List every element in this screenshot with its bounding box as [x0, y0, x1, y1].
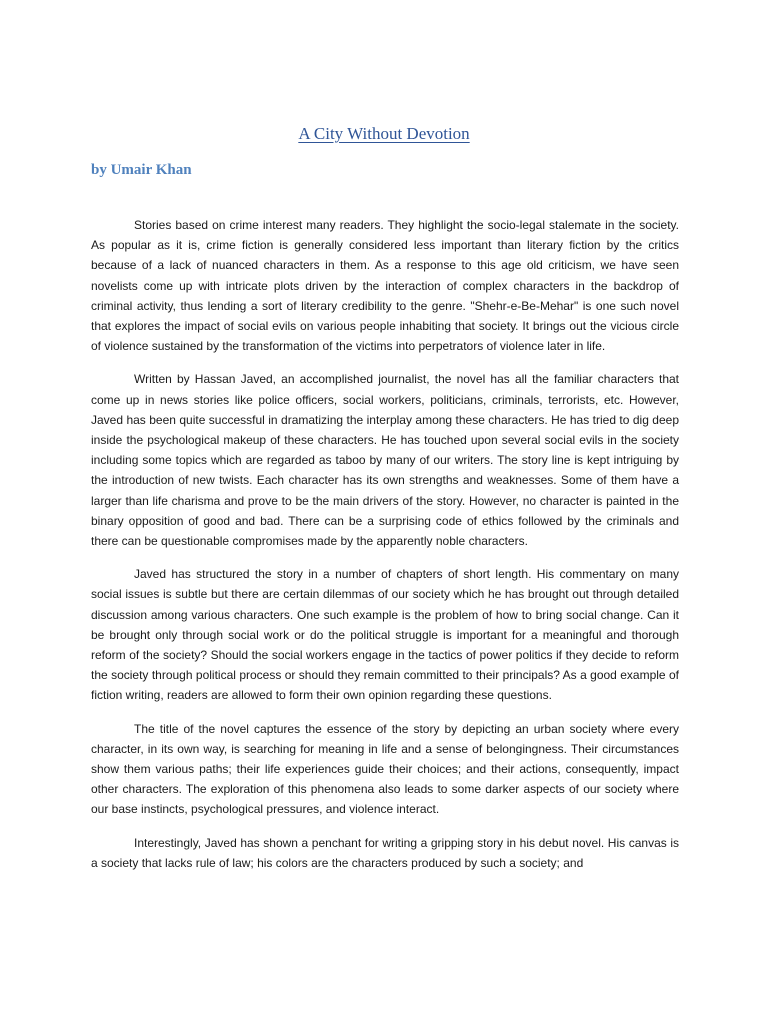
- document-title: A City Without Devotion: [298, 124, 470, 143]
- paragraph: The title of the novel captures the essence of the story by depicting an urban society where every character, in its own way, is searching for meaning in life and a sense of belongingness. Their circumstances show them various paths; their life experiences guide their choices; and their actions, consequently, impact other characters. The exploration of this phenomena also leads to some darker aspects of our society where our base instincts, psychological pressures, and violence interact.: [91, 721, 679, 817]
- paragraph: Stories based on crime interest many readers. They highlight the socio-legal stalemate in the society. As popular as it is, crime fiction is generally considered less important than literary fiction by the critics because of a lack of nuanced characters in them. As a response to this age old criticism, we have seen novelists come up with intricate plots driven by the interaction of complex characters in the backdrop of criminal activity, thus lending a sort of literary credibility to the genre. "Shehr-e-Be-Mehar" is one such novel that explores the impact of social evils on various people inhabiting that society. It brings out the vicious circle of violence sustained by the transformation of the victims into perpetrators of violence later in life.: [91, 218, 679, 354]
- author-byline: by Umair Khan: [91, 162, 192, 178]
- paragraph: Javed has structured the story in a number of chapters of short length. His commentary on many social issues is subtle but there are certain dilemmas of our society which he has brought out through detailed discussion among various characters. One such example is the problem of how to bring social change. Can it be brought only through social work or do the political struggle is important for a meaningful and thorough reform of the society? Should the social workers engage in the tactics of power politics if they decide to reform the society through political process or should they remain committed to their principals? As a good example of fiction writing, readers are allowed to form their own opinion regarding these questions.: [91, 567, 679, 703]
- article-body: [91, 215, 679, 886]
- paragraph: Written by Hassan Javed, an accomplished journalist, the novel has all the familiar characters that come up in news stories like police officers, social workers, politicians, criminals, terrorists, etc. However, Javed has been quite successful in dramatizing the interplay among these characters. He has tried to dig deep inside the psychological makeup of these characters. He has touched upon several social evils in the society including some topics which are regarded as taboo by many of our writers. The story line is kept intriguing by the introduction of new twists. Each character has its own strengths and weaknesses. Some of them have a larger than life charisma and prove to be the main drivers of the story. However, no character is painted in the binary opposition of good and bad. There can be a surprising code of ethics followed by the criminals and there can be questionable compromises made by the apparently noble characters.: [91, 372, 679, 549]
- paragraph: Interestingly, Javed has shown a penchant for writing a gripping story in his debut novel. His canvas is a society that lacks rule of law; his colors are the characters produced by such a society; and: [91, 835, 679, 870]
